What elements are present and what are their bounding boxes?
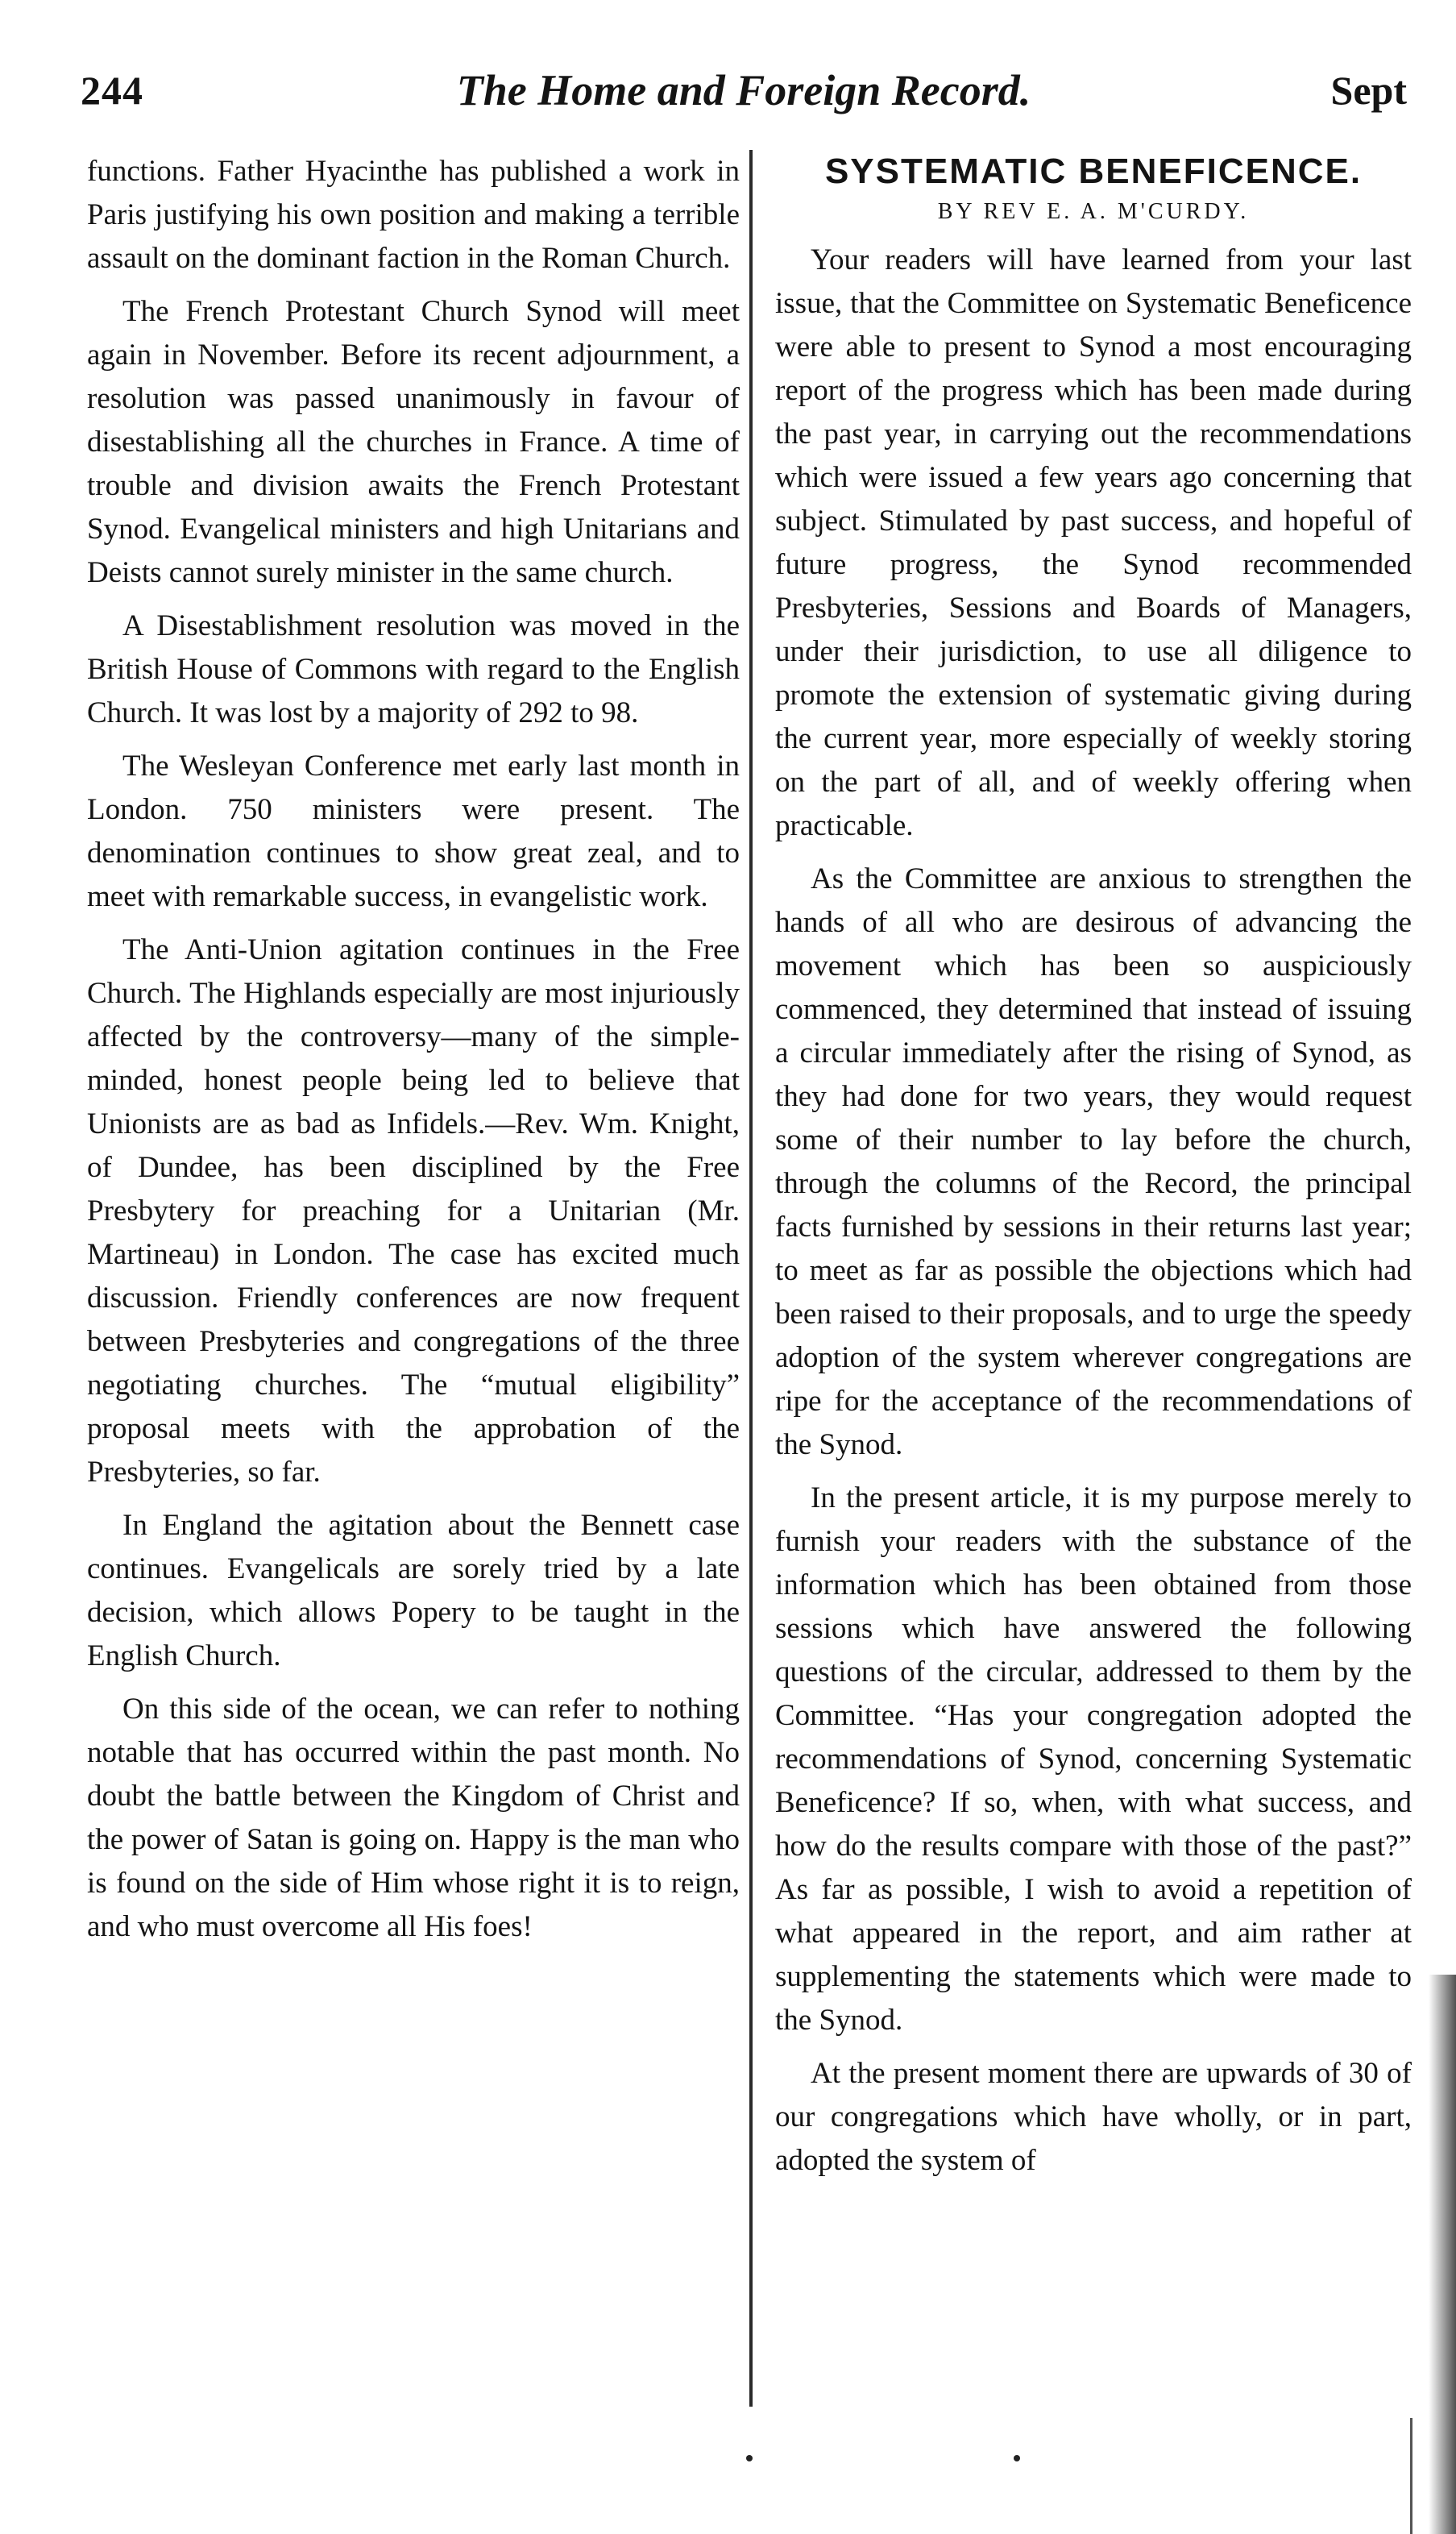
page-number: 244 [81,68,143,113]
paragraph: The Wesleyan Conference met early last month in London. 750 ministers were present. The denomination continues to show great zeal, and to meet with remarkable success, in evangelistic work. [87,750,740,913]
article-title: SYSTEMATIC BENEFICENCE. [824,152,1363,191]
article-byline: BY REV E. A. M'CURDY. [937,199,1250,224]
paragraph: A Disestablishment resolution was moved in the British House of Commons with regard to the English Church. It was lost by a majority of 292 to 98. [87,609,740,729]
speck [746,2455,753,2461]
right-column [775,150,1412,2431]
paragraph: In England the agitation about the Bennett case continues. Evangelicals are sorely tried by a late decision, which allows Popery to be taught in the English Church. [87,1509,740,1672]
paragraph: On this side of the ocean, we can refer to nothing notable that has occurred within the past month. No doubt the battle between the Kingdom of Christ and the power of Satan is going on. Happy is the man who is found on the side of Him whose right it is to reign, and who must overcome all His foes! [87,1693,740,1943]
page-specks [0,2455,1456,2471]
paragraph: Your readers will have learned from your last issue, that the Committee on Systematic Beneficence were able to present to Synod a most encouraging report of the progress which has been made during the past year, in carrying out the recommendations which were issued a few years ago concerning that subject. Stimulated by past success, and hopeful of future progress, the Synod recommended Presbyteries, Sessions and Boards of Managers, under their jurisdiction, to use all diligence to promote the extension of systematic giving during the current year, more especially of weekly storing on the part of all, and of weekly offering when practicable. [775,243,1412,842]
column-divider [749,150,753,2407]
paragraph: functions. Father Hyacinthe has published a work in Paris justifying his own position and making a terrible assault on the dominant faction in the Roman Church. [87,155,740,275]
left-column [87,150,740,2431]
paragraph: At the present moment there are upwards of 30 of our congregations which have wholly, or in part, adopted the system of [775,2057,1412,2177]
paragraph: As the Committee are anxious to strengthen the hands of all who are desirous of advancing the movement which has been so auspiciously commenced, they determined that instead of issuing a circular immediately after the rising of Synod, as they had done for two years, they would request some of their number to lay before the church, through the columns of the Record, the principal facts furnished by sessions in their returns last year; to meet as far as possible the objections which had been raised to their proposals, and to urge the speedy adoption of the system wherever congregations are ripe for the acceptance of the recommendations of the Synod. [775,862,1412,1461]
page-edge-line [1410,2418,1412,2534]
paragraph: In the present article, it is my purpose merely to furnish your readers with the substance of the information which has been obtained from those sessions which have answered the following questions of the circular, addressed to them by the Committee. “Has your congregation adopted the recommendations of Synod, concerning Systematic Beneficence? If so, when, with what success, and how do the results compare with those of the past?” As far as possible, I wish to avoid a repetition of what appeared in the report, and aim rather at supplementing the statements which were made to the Synod. [775,1481,1412,2037]
page-edge-shadow [1429,1975,1456,2534]
running-month: Sept [1330,68,1407,113]
paragraph: The Anti-Union agitation continues in the Free Church. The Highlands especially are most injuriously affected by the controversy—many of the simple-minded, honest people being led to believe that Unionists are as bad as Infidels.—Rev. Wm. Knight, of Dundee, has been disciplined by the Free Presbytery for preaching for a Unitarian (Mr. Martineau) in London. The case has excited much discussion. Friendly conferences are now frequent between Presbyteries and congregations of the three negotiating churches. The “mutual eligibility” proposal meets with the approbation of the Presbyteries, so far. [87,933,740,1489]
running-title: The Home and Foreign Record. [456,66,1031,114]
speck [1014,2455,1020,2461]
paragraph: The French Protestant Church Synod will meet again in November. Before its recent adjournment, a resolution was passed unanimously in favour of disestablishing all the churches in France. A time of trouble and division awaits the French Protestant Synod. Evangelical ministers and high Unitarians and Deists cannot surely minister in the same church. [87,295,740,589]
running-header [81,58,1407,123]
